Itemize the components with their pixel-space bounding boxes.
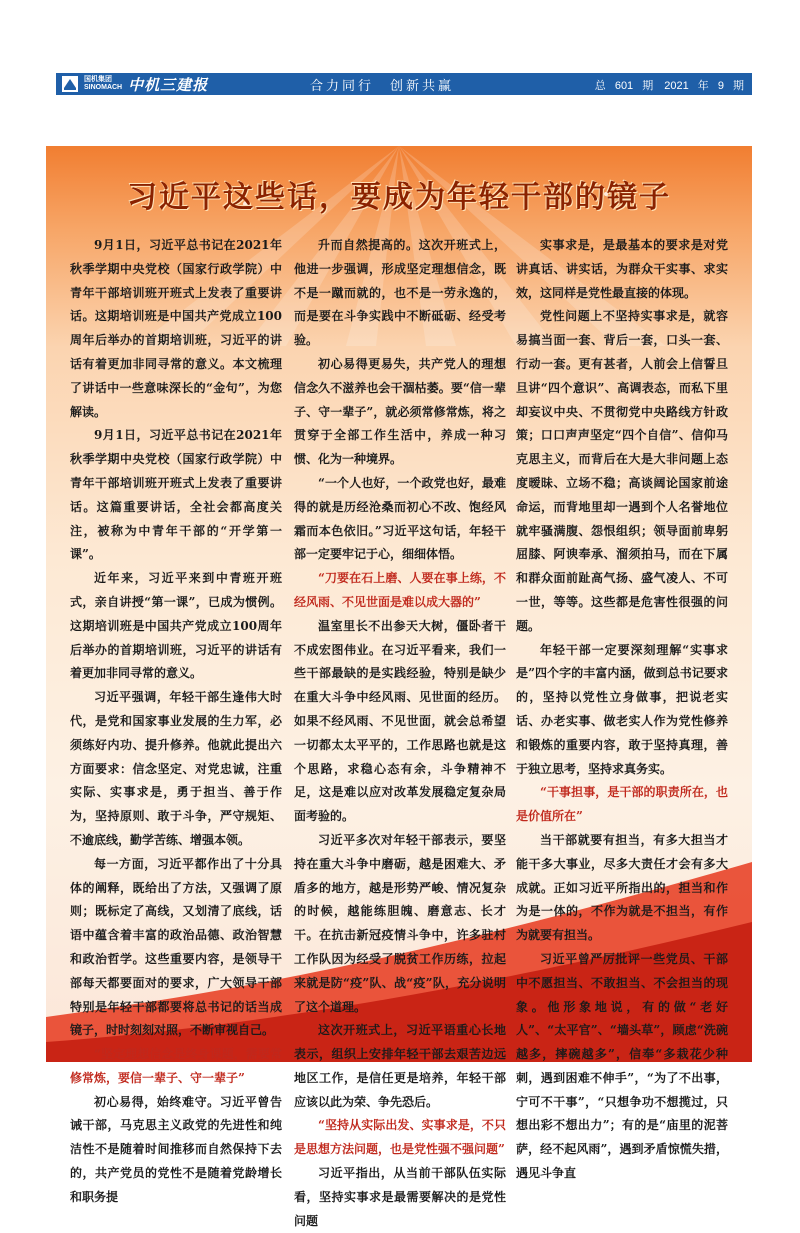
newspaper-title: 中机三建报 bbox=[128, 75, 209, 94]
paragraph: 温室里长不出参天大树，僵卧者干不成宏图伟业。在习近平看来，我们一些干部最缺的是实践经验，特别是缺少在重大斗争中经风雨、见世面的经历。如果不经风雨、不见世面，就会总希望一切都太太平平的，工作思路也就是这个思路，求稳心态有余，斗争精神不足，这是难以应对改革发展稳定复杂局面考验的。 bbox=[294, 618, 506, 824]
pull-quote: “刀要在石上磨、人要在事上练，不经风雨、不见世面是难以成大器的” bbox=[294, 571, 506, 609]
paragraph: 习近平多次对年轻干部表示，要坚持在重大斗争中磨砺，越是困难大、矛盾多的地方，越是形势严峻、情况复杂的时候，越能练胆魄、磨意志、长才干。在抗击新冠疫情斗争中，许多驻村工作队因为经受了脱贫工作历练，拉起来就是防“疫”队、战“疫”队，充分说明了这个道理。 bbox=[294, 832, 506, 1014]
sinomach-logo-icon bbox=[62, 76, 78, 92]
masthead-bar bbox=[56, 73, 752, 95]
article-column-3 bbox=[516, 234, 728, 1181]
brand bbox=[62, 75, 208, 93]
paragraph: 初心易得，始终难守。习近平曾告诫干部，马克思主义政党的先进性和纯洁性不是随着时间推移而自然保持下去的，共产党员的党性不是随着党龄增长和职务提 bbox=[70, 1094, 282, 1204]
article-column-1 bbox=[70, 234, 282, 1204]
paragraph: 当干部就要有担当，有多大担当才能干多大事业，尽多大责任才会有多大成就。正如习近平所指出的，担当和作为是一体的，不作为就是不担当，有作为就要有担当。 bbox=[516, 832, 728, 943]
paragraph: 年轻干部一定要深刻理解“实事求是”四个字的丰富内涵，做到总书记要求的，坚持以党性立身做事，把说老实话、办老实事、做老实人作为党性修养和锻炼的重要内容，敢于坚持真理，善于独立思考，坚持求真务实。 bbox=[516, 642, 728, 776]
group-name-cn: 国机集团 bbox=[84, 76, 112, 83]
paragraph: 党性问题上不坚持实事求是，就容易搞当面一套、背后一套，口头一套、行动一套。更有甚者，人前会上信誓旦旦讲“四个意识”、高调表态，而私下里却妄议中央、不贯彻党中央路线方针政策；口口声声坚定“四个自信”、信仰马克思主义，而背后在大是大非问题上态度暧昧、立场不稳；高谈阔论国家前途命运，而背地里却一遇到个人名誉地位就牢骚满腹、怨恨组织；领导面前卑躬屈膝、阿谀奉承、溜须拍马，而在下属和群众面前趾高气扬、盛气凌人、不可一世，等等。这些都是危害性很强的问题。 bbox=[516, 309, 728, 633]
paragraph: 近年来，习近平来到中青班开班式，亲自讲授“第一课”，已成为惯例。这期培训班是中国共产党成立100周年后举办的首期培训班，习近平的讲话有着更加非同寻常的意义。 bbox=[70, 571, 282, 681]
paragraph: 习近平曾严厉批评一些党员、干部中不愿担当、不敢担当、不会担当的现象。他形象地说，有的做“老好人”、“太平官”、“墙头草”，顾虑“洗碗越多，摔碗越多”，信奉“多栽花少种刺，遇到困难不伸手”，“为了不出事，宁可不干事”，“只想争功不想揽过，只想出彩不想出力”；有的是“庙里的泥菩萨，经不起风雨”，遇到矛盾惊慌失措，遇见斗争直 bbox=[516, 951, 728, 1181]
paragraph: 每一方面，习近平都作出了十分具体的阐释，既给出了方法，又强调了原则；既标定了高线，又划清了底线，话语中蕴含着丰富的政治品德、政治智慧和政治哲学。这些重要内容，是领导干部每天都要面对的要求，广大领导干部特别是年轻干部都要将总书记的话当成镜子，时时刻刻对照，不断审视自己。 bbox=[70, 856, 282, 1038]
paragraph: 初心易得更易失，共产党人的理想信念久不滋养也会干涸枯萎。要“信一辈子、守一辈子”，就必须常修常炼，将之贯穿于全部工作生活中，养成一种习惯、化为一种境界。 bbox=[294, 356, 506, 467]
slogan: 合力同行 创新共赢 bbox=[310, 79, 455, 94]
paragraph: 升而自然提高的。这次开班式上，他进一步强调，形成坚定理想信念，既不是一蹴而就的，也不是一劳永逸的，而是要在斗争实践中不断砥砺、经受考验。 bbox=[294, 238, 506, 348]
article-headline: 习近平这些话，要成为年轻干部的镜子 bbox=[127, 180, 671, 215]
article-column-2 bbox=[294, 234, 506, 1228]
paragraph: 9月1日，习近平总书记在2021年秋季学期中央党校（国家行政学院）中青年干部培训班开班式上发表了重要讲话。这篇重要讲话，全社会都高度关注，被称为中青年干部的“开学第一课”。 bbox=[70, 428, 282, 562]
article-panel bbox=[46, 146, 752, 1228]
paragraph: 9月1日，习近平总书记在2021年秋季学期中央党校（国家行政学院）中青年干部培训班开班式上发表了重要讲话。这期培训班是中国共产党成立100周年后举办的首期培训班，习近平的讲话有着更加非同寻常的意义。本文梳理了讲话中一些意味深长的“金句”，为您解读。 bbox=[70, 238, 282, 419]
paragraph: 实事求是，是最基本的要求是对党讲真话、讲实话，为群众干实事、求实效，这同样是党性最直接的体现。 bbox=[516, 238, 728, 300]
paragraph: “一个人也好，一个政党也好，最难得的就是历经沧桑而初心不改、饱经风霜而本色依旧。”习近平这句话，年轻干部一定要牢记于心，细细体悟。 bbox=[294, 475, 506, 562]
paragraph: 习近平指出，从当前干部队伍实际看，坚持实事求是最需要解决的是党性问题 bbox=[294, 1166, 506, 1228]
paragraph: 这次开班式上，习近平语重心长地表示，组织上安排年轻干部去艰苦边远地区工作，是信任更是培养，年轻干部应该以此为荣、争先恐后。 bbox=[294, 1023, 506, 1109]
paragraph: 习近平强调，年轻干部生逢伟大时代，是党和国家事业发展的生力军，必须练好内功、提升修养。他就此提出六方面要求：信念坚定、对党忠诚，注重实际、实事求是，勇于担当、善于作为，坚持原则、敢于斗争，严守规矩、不逾底线，勤学苦练、增强本领。 bbox=[70, 690, 282, 847]
issue-number: 总 601 期 2021 年 9 期 bbox=[594, 80, 744, 92]
pull-quote: “坚定理想信念是终身课题，需要常修常炼，要信一辈子、守一辈子” bbox=[70, 1047, 282, 1085]
pull-quote: “坚持从实际出发、实事求是，不只是思想方法问题，也是党性强不强问题” bbox=[294, 1118, 506, 1157]
group-name bbox=[84, 76, 122, 92]
pull-quote: “干事担事，是干部的职责所在，也是价值所在” bbox=[516, 785, 728, 824]
group-name-en: SINOMACH bbox=[84, 84, 123, 91]
